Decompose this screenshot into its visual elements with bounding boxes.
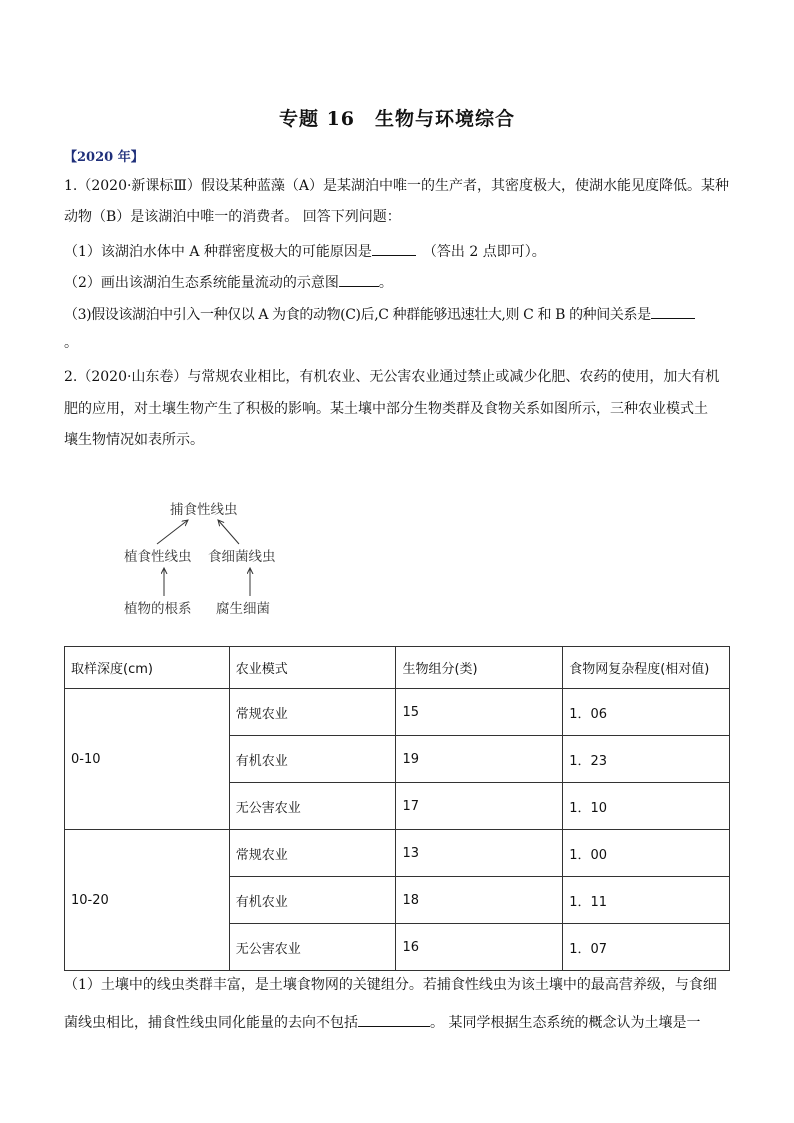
arrow-herbivorous-to-predatory <box>157 520 188 544</box>
node-bacterivorous-nematode: 食细菌线虫 <box>208 549 276 565</box>
node-plant-roots: 植物的根系 <box>124 601 192 617</box>
q1-sub2-text: （2）画出该湖泊生态系统能量流动的示意图 <box>64 275 339 291</box>
q1-sub1-tail: （答出 2 点即可）。 <box>415 244 546 260</box>
q1-sub2-tail: 。 <box>378 275 393 291</box>
farming-mode-table <box>64 646 730 971</box>
mode-cell: 常规农业 <box>229 830 396 877</box>
components-cell: 19 <box>396 736 563 783</box>
q1-sub2 <box>64 272 730 292</box>
q2-line1: 2.（2020·山东卷）与常规农业相比，有机农业、无公害农业通过禁止或减少化肥、农药的使用，加大有机 <box>64 369 720 385</box>
components-cell: 17 <box>396 783 563 830</box>
food-web-diagram <box>112 490 302 625</box>
depth-cell: 0-10 <box>65 689 230 830</box>
mode-cell: 有机农业 <box>229 736 396 783</box>
complexity-cell: 1．07 <box>563 924 730 971</box>
answer-blank[interactable] <box>339 272 379 287</box>
q1-stem-line2: 动物（B）是该湖泊中唯一的消费者。 回答下列问题： <box>64 209 401 225</box>
table-row <box>65 689 730 736</box>
q1-stem-line1: 1.（2020·新课标Ⅲ）假设某种蓝藻（A）是某湖泊中唯一的生产者，其密度极大，使湖水能见度降低。某种 <box>64 178 730 194</box>
mode-cell: 常规农业 <box>229 689 396 736</box>
q1-sub3 <box>64 304 730 324</box>
arrow-bacterivorous-to-predatory <box>218 520 239 544</box>
mode-cell: 无公害农业 <box>229 783 396 830</box>
q1-sub3-text: （3)假设该湖泊中引入一种仅以 A 为食的动物(C)后,C 种群能够迅速壮大,则 C 和 B 的种间关系是 <box>64 307 651 323</box>
complexity-cell: 1．11 <box>563 877 730 924</box>
answer-blank[interactable] <box>358 1012 430 1027</box>
q2-sub1-text: 菌线虫相比，捕食性线虫同化能量的去向不包括 <box>64 1015 358 1031</box>
q2-sub1-tail: 。 某同学根据生态系统的概念认为土壤是一 <box>430 1015 701 1031</box>
answer-blank[interactable] <box>651 304 695 319</box>
q1-sub3-tail: 。 <box>64 335 78 351</box>
components-cell: 16 <box>396 924 563 971</box>
mode-cell: 无公害农业 <box>229 924 396 971</box>
complexity-cell: 1．00 <box>563 830 730 877</box>
header-cell: 取样深度(cm) <box>65 647 230 689</box>
components-cell: 15 <box>396 689 563 736</box>
table-row <box>65 830 730 877</box>
header-cell: 生物组分(类) <box>396 647 563 689</box>
components-cell: 18 <box>396 877 563 924</box>
header-cell: 食物网复杂程度(相对值) <box>563 647 730 689</box>
page-title: 专题 16 生物与环境综合 <box>278 108 516 130</box>
q2-line3: 壤生物情况如表所示。 <box>64 432 204 448</box>
mode-cell: 有机农业 <box>229 877 396 924</box>
q2-sub1-line1: （1）土壤中的线虫类群丰富，是土壤食物网的关键组分。若捕食性线虫为该土壤中的最高营养级，与食细 <box>64 977 717 993</box>
q2-line2: 肥的应用，对土壤生物产生了积极的影响。某土壤中部分生物类群及食物关系如图所示，三种农业模式土 <box>64 401 708 417</box>
node-herbivorous-nematode: 植食性线虫 <box>124 549 192 565</box>
depth-cell: 10-20 <box>65 830 230 971</box>
header-cell: 农业模式 <box>229 647 396 689</box>
q1-sub1 <box>64 241 730 261</box>
table-header-row <box>65 647 730 689</box>
year-tag: 【2020 年】 <box>64 150 144 165</box>
answer-blank[interactable] <box>372 241 416 256</box>
node-predatory-nematode: 捕食性线虫 <box>170 502 238 518</box>
complexity-cell: 1．06 <box>563 689 730 736</box>
components-cell: 13 <box>396 830 563 877</box>
complexity-cell: 1．10 <box>563 783 730 830</box>
q1-sub1-text: （1）该湖泊水体中 A 种群密度极大的可能原因是 <box>64 244 372 260</box>
q2-sub1-line2 <box>64 1012 730 1032</box>
node-saprophytic-bacteria: 腐生细菌 <box>216 601 270 617</box>
complexity-cell: 1．23 <box>563 736 730 783</box>
